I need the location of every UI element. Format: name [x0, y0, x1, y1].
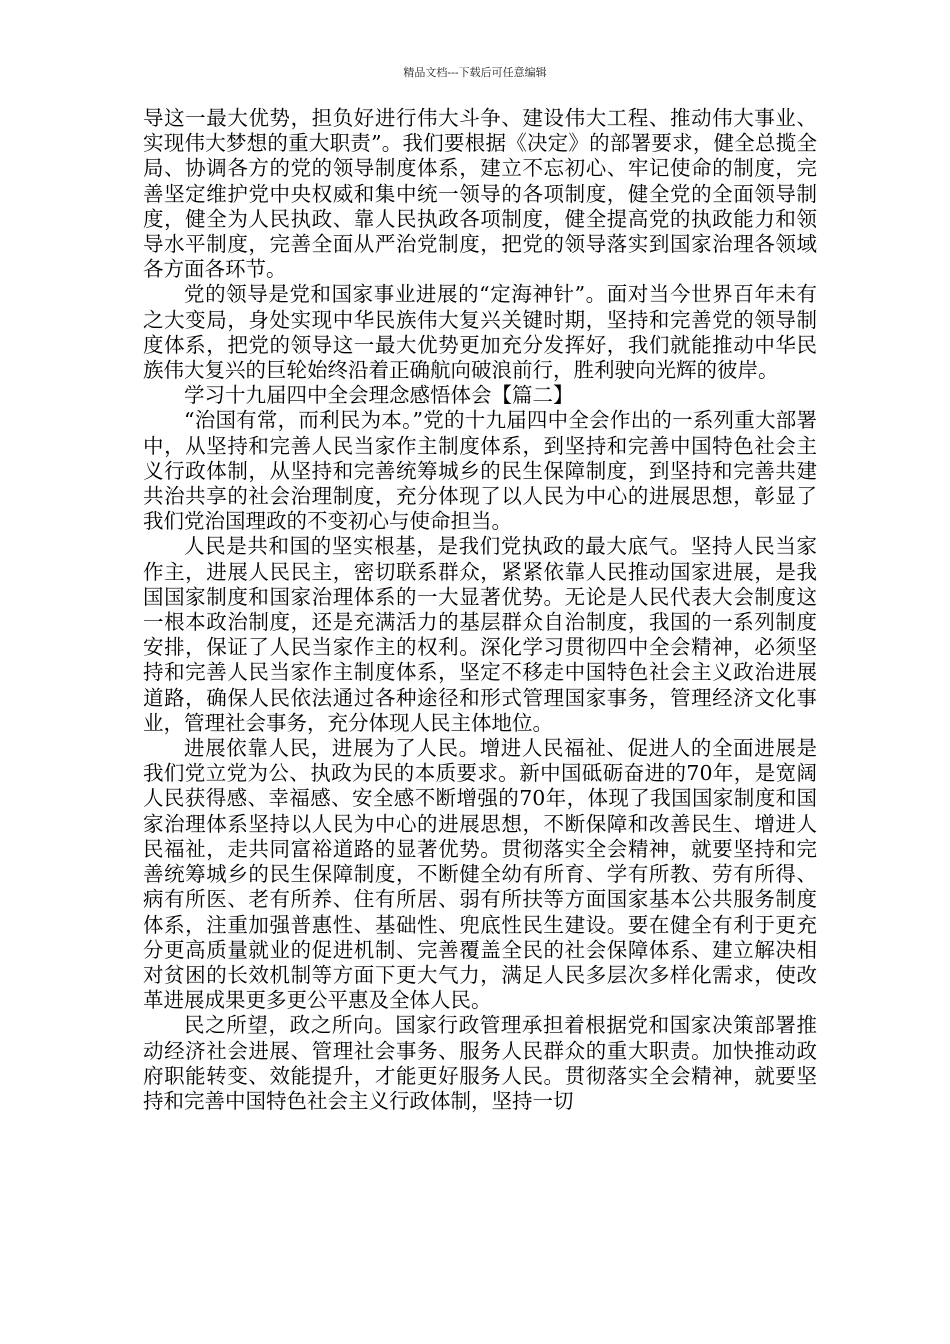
- section-heading: 学习十九届四中全会理念感悟体会【篇二】: [184, 383, 574, 408]
- document-body: [143, 106, 817, 1114]
- paragraph: 民之所望，政之所向。国家行政管理承担着根据党和国家决策部署推动经济社会进展、管理社会事务、服务人民群众的重大职责。加快推动政府职能转变、效能提升，才能更好服务人民。贯彻落实全会精神，就要坚持和完善中国特色社会主义行政体制，坚持一切: [143, 1013, 817, 1113]
- paragraph: 进展依靠人民，进展为了人民。增进人民福祉、促进人的全面进展是我们党立党为公、执政为民的本质要求。新中国砥砺奋进的70年，是宽阔人民获得感、幸福感、安全感不断增强的70年，体现了我国国家制度和国家治理体系坚持以人民为中心的进展思想，不断保障和改善民生、增进人民福祉，走共同富裕道路的显著优势。贯彻落实全会精神，就要坚持和完善统筹城乡的民生保障制度，不断健全幼有所育、学有所教、劳有所得、病有所医、老有所养、住有所居、弱有所扶等方面国家基本公共服务制度体系，注重加强普惠性、基础性、兜底性民生建设。要在健全有利于更充分更高质量就业的促进机制、完善覆盖全民的社会保障体系、建立解决相对贫困的长效机制等方面下更大气力，满足人民多层次多样化需求，使改革进展成果更多更公平惠及全体人民。: [143, 736, 817, 1013]
- paragraph: “治国有常，而利民为本。”党的十九届四中全会作出的一系列重大部署中，从坚持和完善人民当家作主制度体系，到坚持和完善中国特色社会主义行政体制，从坚持和完善统筹城乡的民生保障制度，到坚持和完善共建共治共享的社会治理制度，充分体现了以人民为中心的进展思想，彰显了我们党治国理政的不变初心与使命担当。: [143, 408, 817, 534]
- paragraph-continued: 导这一最大优势，担负好进行伟大斗争、建设伟大工程、推动伟大事业、实现伟大梦想的重大职责”。我们要根据《决定》的部署要求，健全总揽全局、协调各方的党的领导制度体系，建立不忘初心、牢记使命的制度，完善坚定维护党中央权威和集中统一领导的各项制度，健全党的全面领导制度，健全为人民执政、靠人民执政各项制度，健全提高党的执政能力和领导水平制度，完善全面从严治党制度，把党的领导落实到国家治理各领域各方面各环节。: [143, 106, 817, 282]
- page-header: 精品文档---下载后可任意编辑: [403, 66, 547, 79]
- paragraph: 人民是共和国的坚实根基，是我们党执政的最大底气。坚持人民当家作主，进展人民民主，密切联系群众，紧紧依靠人民推动国家进展，是我国国家制度和国家治理体系的一大显著优势。无论是人民代表大会制度这一根本政治制度，还是充满活力的基层群众自治制度，我国的一系列制度安排，保证了人民当家作主的权利。深化学习贯彻四中全会精神，必须坚持和完善人民当家作主制度体系，坚定不移走中国特色社会主义政治进展道路，确保人民依法通过各种途径和形式管理国家事务，管理经济文化事业，管理社会事务，充分体现人民主体地位。: [143, 534, 817, 735]
- paragraph: 党的领导是党和国家事业进展的“定海神针”。面对当今世界百年未有之大变局，身处实现中华民族伟大复兴关键时期，坚持和完善党的领导制度体系，把党的领导这一最大优势更加充分发挥好，我们就能推动中华民族伟大复兴的巨轮始终沿着正确航向破浪前行，胜利驶向光辉的彼岸。: [143, 282, 817, 383]
